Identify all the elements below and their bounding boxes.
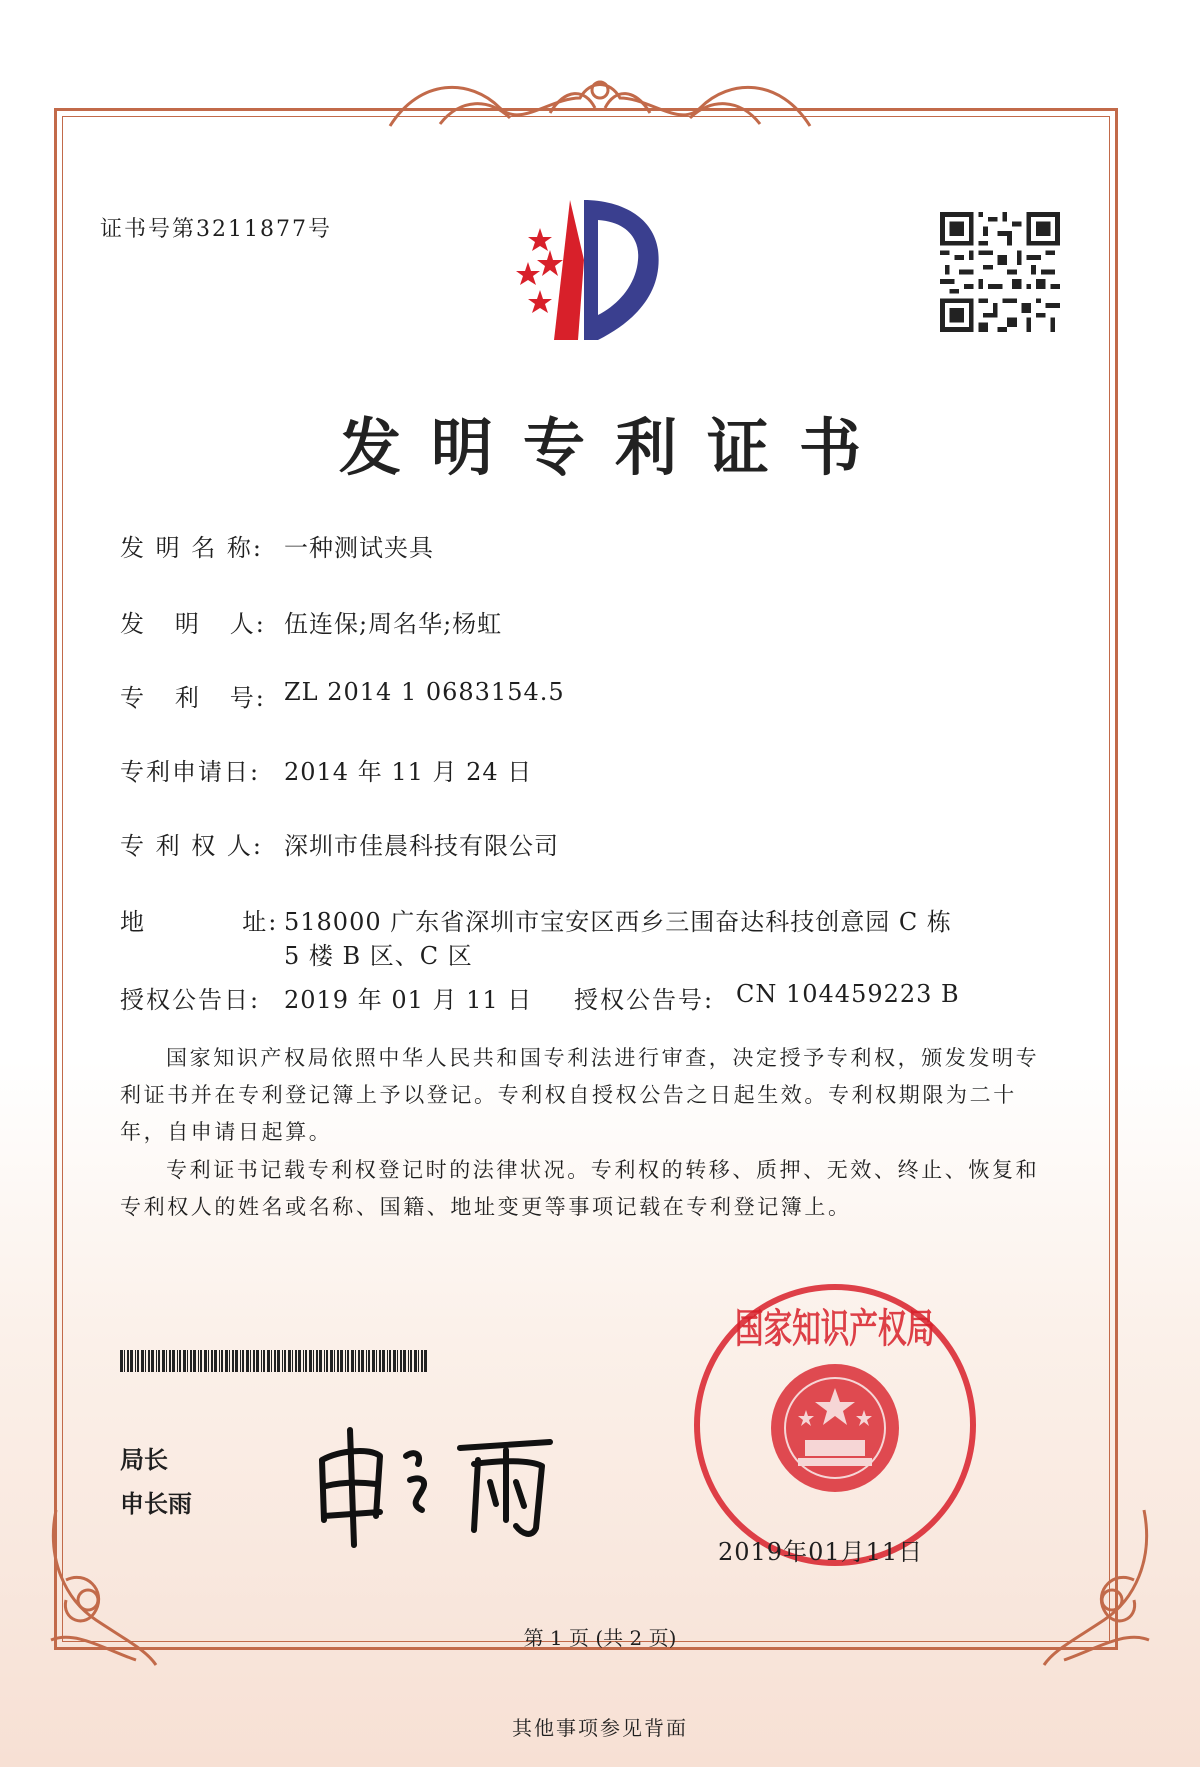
seal-date: 2019年01月11日 [718,1538,924,1566]
barcode-bar [372,1350,375,1372]
barcode-bar [282,1350,283,1372]
barcode-bar [187,1350,188,1372]
barcode-bar [250,1350,251,1372]
address-label: 地 址: [120,908,279,936]
barcode-bar [345,1350,346,1372]
barcode-bar [337,1350,339,1372]
barcode-icon [120,1350,430,1372]
barcode-bar [340,1350,343,1372]
barcode-bar [148,1350,150,1372]
barcode-bar [232,1350,234,1372]
barcode-bar [334,1350,335,1372]
inventors-value: 伍连保;周名华;杨虹 [284,610,503,638]
barcode-bar [393,1350,396,1372]
barcode-bar [256,1350,259,1372]
barcode-bar [376,1350,377,1372]
barcode-bar [211,1350,213,1372]
patentee-value: 深圳市佳晨科技有限公司 [284,832,559,860]
qr-code-icon [940,212,1060,332]
barcode-bar [172,1350,175,1372]
address-value-line1: 518000 广东省深圳市宝安区西乡三围奋达科技创意园 C 栋 [284,908,952,936]
patentee-label: 专 利 权 人: [120,832,263,860]
barcode-bar [229,1350,230,1372]
barcode-bar [387,1350,388,1372]
barcode-bar [389,1350,391,1372]
certificate-number: 证书号第3211877号 [100,217,332,242]
barcode-bar [361,1350,364,1372]
barcode-bar [253,1350,255,1372]
barcode-bar [424,1350,427,1372]
grant-number-value: CN 104459223 B [736,980,960,1008]
cnipa-logo-icon [488,190,688,350]
invention-name-label: 发 明 名 称: [120,534,263,562]
barcode-bar [303,1350,304,1372]
handwritten-signature [310,1420,570,1550]
barcode-bar [267,1350,270,1372]
barcode-bar [235,1350,238,1372]
barcode-bar [179,1350,181,1372]
barcode-bar [410,1350,412,1372]
grant-statement-paragraph: 国家知识产权局依照中华人民共和国专利法进行审查，决定授予专利权，颁发发明专利证书并在专利登记簿上予以登记。专利权自授权公告之日起生效。专利权期限为二十年，自申请日起算。 [120,1046,1040,1144]
barcode-bar [193,1350,196,1372]
barcode-bar [351,1350,354,1372]
barcode-bar [397,1350,398,1372]
legal-status-paragraph: 专利证书记载专利权登记时的法律状况。专利权的转移、质押、无效、终止、恢复和专利权人的姓名或名称、国籍、地址变更等事项记载在专利登记簿上。 [120,1158,1040,1219]
patent-number-value: ZL 2014 1 0683154.5 [284,678,565,706]
barcode-bar [295,1350,297,1372]
grant-number-label: 授权公告号: [574,986,715,1014]
grant-date-label: 授权公告日: [120,986,261,1014]
barcode-bar [219,1350,220,1372]
page-number: 第 1 页 (共 2 页) [523,1626,677,1650]
barcode-bar [319,1350,322,1372]
barcode-bar [309,1350,312,1372]
barcode-bar [408,1350,409,1372]
footer-note: 其他事项参见背面 [512,1716,688,1740]
barcode-bar [414,1350,417,1372]
barcode-bar [366,1350,367,1372]
barcode-bar [225,1350,228,1372]
barcode-bar [124,1350,125,1372]
barcode-bar [156,1350,157,1372]
barcode-bar [261,1350,262,1372]
barcode-bar [137,1350,139,1372]
barcode-bar [418,1350,419,1372]
barcode-bar [274,1350,276,1372]
address-value-line2: 5 楼 B 区、C 区 [284,942,473,970]
barcode-bar [292,1350,293,1372]
barcode-bar [284,1350,286,1372]
seal-text: 国家知识产权局 [735,1306,935,1352]
barcode-bar [379,1350,381,1372]
director-title: 局长 [120,1446,168,1474]
inventors-label: 发 明 人: [120,610,266,638]
barcode-bar [166,1350,167,1372]
barcode-bar [198,1350,199,1372]
barcode-bar [305,1350,307,1372]
barcode-bar [271,1350,272,1372]
barcode-bar [135,1350,136,1372]
barcode-bar [190,1350,192,1372]
patent-number-label: 专 利 号: [120,684,266,712]
barcode-bar [221,1350,223,1372]
barcode-bar [145,1350,146,1372]
page-title: 发明专利证书 [338,411,891,484]
barcode-bar [382,1350,385,1372]
barcode-bar [183,1350,186,1372]
barcode-bar [368,1350,370,1372]
barcode-bar [151,1350,154,1372]
barcode-bar [200,1350,202,1372]
invention-name-value: 一种测试夹具 [284,534,434,562]
barcode-bar [316,1350,318,1372]
barcode-bar [313,1350,314,1372]
director-name: 申长雨 [120,1490,192,1518]
barcode-bar [177,1350,178,1372]
barcode-bar [204,1350,207,1372]
barcode-bar [246,1350,249,1372]
barcode-bar [298,1350,301,1372]
barcode-bar [277,1350,280,1372]
barcode-bar [421,1350,423,1372]
barcode-bar [169,1350,171,1372]
grant-date-value: 2019 年 01 月 11 日 [284,986,533,1014]
barcode-bar [400,1350,402,1372]
barcode-bar [288,1350,291,1372]
barcode-bar [214,1350,217,1372]
barcode-bar [162,1350,165,1372]
barcode-bar [324,1350,325,1372]
application-date-label: 专利申请日: [120,758,261,786]
barcode-bar [242,1350,244,1372]
barcode-bar [127,1350,129,1372]
barcode-bar [208,1350,209,1372]
application-date-value: 2014 年 11 月 24 日 [284,758,533,786]
barcode-bar [130,1350,133,1372]
barcode-bar [358,1350,360,1372]
barcode-bar [330,1350,333,1372]
national-emblem-seal-icon [690,1280,980,1570]
barcode-bar [141,1350,144,1372]
top-ornament-icon [380,68,820,132]
barcode-bar [120,1350,123,1372]
barcode-bar [158,1350,160,1372]
barcode-bar [347,1350,349,1372]
barcode-bar [326,1350,328,1372]
barcode-bar [263,1350,265,1372]
barcode-bar [403,1350,406,1372]
barcode-bar [355,1350,356,1372]
barcode-bar [240,1350,241,1372]
